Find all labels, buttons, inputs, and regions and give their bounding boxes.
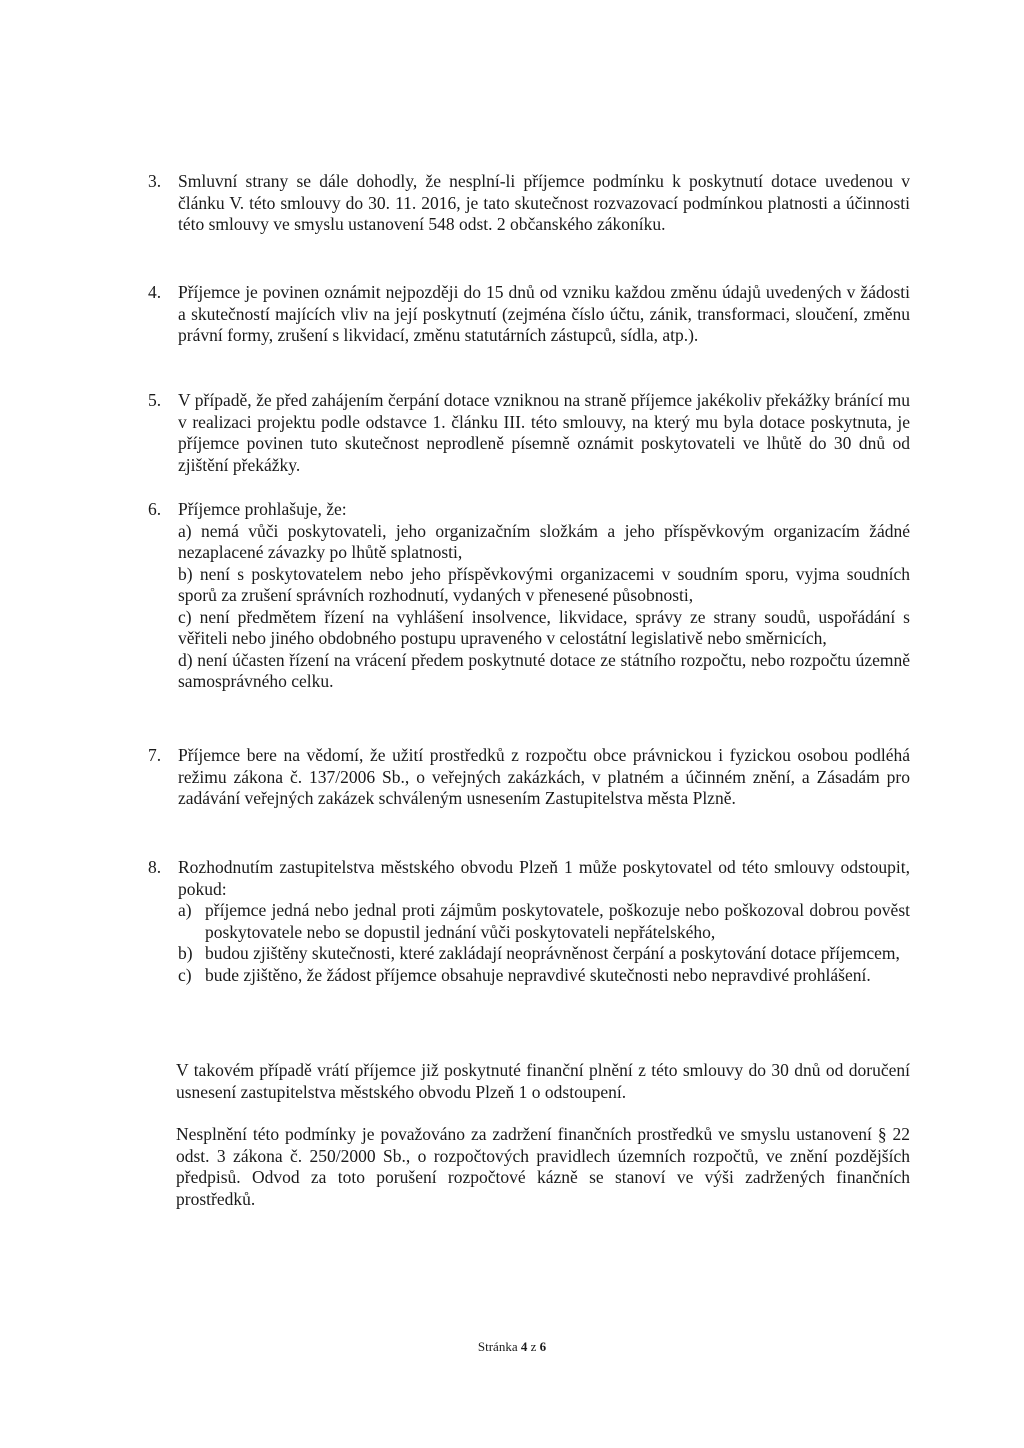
section-intro: Rozhodnutím zastupitelstva městského obvodu Plzeň 1 může poskytovatel od této smlouvy odstoupit, pokud: xyxy=(178,857,910,899)
section-5 xyxy=(148,390,910,476)
section-4 xyxy=(148,282,910,347)
page-label: Stránka xyxy=(477,1339,518,1354)
section-number: 7. xyxy=(148,745,162,765)
page-total: 6 xyxy=(539,1339,547,1354)
item-text: příjemce jedná nebo jednal proti zájmům poskytovatele, poškozuje nebo poškozoval dobrou pověst poskytovatele nebo se dopustil jednání vůči poskytovateli nepřátelského, xyxy=(205,900,910,942)
section-3 xyxy=(148,171,910,236)
section-number: 3. xyxy=(148,171,162,191)
refund-paragraph: V takovém případě vrátí příjemce již poskytnuté finanční plnění z této smlouvy do 30 dnů od doručení usnesení zastupitelstva městského obvodu Plzeň 1 o odstoupení. xyxy=(176,1060,910,1102)
section-text: Smluvní strany se dále dohodly, že nesplní-li příjemce podmínku k poskytnutí dotace uvedenou v článku V. této smlouvy do 30. 11. 2016, je tato skutečnost rozvazovací podmínkou platnosti a účinnosti této smlouvy ve smyslu ustanovení 548 odst. 2 občanského zákoníku. xyxy=(178,171,910,234)
section-number: 6. xyxy=(148,499,162,519)
withdrawal-item-b xyxy=(178,943,910,965)
item-label: c) xyxy=(178,964,192,985)
budget-discipline-paragraph: Nesplnění této podmínky je považováno za zadržení finančních prostředků ve smyslu ustanovení § 22 odst. 3 zákona č. 250/2000 Sb., o rozpočtových pravidlech územních rozpočtů, ve znění pozdějších předpisů. Odvod za toto porušení rozpočtové kázně se stanoví ve výši zadržených finančních prostředků. xyxy=(176,1124,910,1209)
page-number: 4 xyxy=(520,1339,528,1354)
section-intro: Příjemce prohlašuje, že: xyxy=(178,499,347,519)
section-number: 8. xyxy=(148,857,162,877)
item-text: budou zjištěny skutečnosti, které zakládají neoprávněnost čerpání a poskytování dotace příjemcem, xyxy=(205,943,900,963)
section-8 xyxy=(148,857,910,986)
section-number: 4. xyxy=(148,282,162,302)
declaration-item-c: c) není předmětem řízení na vyhlášení insolvence, likvidace, správy ze strany soudů, uspořádání s věřiteli nebo jiného obdobného postupu upraveného v celostátní legislativě nebo směrnicích, xyxy=(178,606,910,648)
page-separator: z xyxy=(530,1339,537,1354)
section-number: 5. xyxy=(148,390,162,410)
declaration-item-a: a) nemá vůči poskytovateli, jeho organizačním složkám a jeho příspěvkovým organizacím žádné nezaplacené závazky po lhůtě splatnosti, xyxy=(178,520,910,562)
withdrawal-item-c xyxy=(178,965,910,987)
section-text: Příjemce je povinen oznámit nejpozději do 15 dnů od vzniku každou změnu údajů uvedených v žádosti a skutečností majících vliv na její poskytnutí (zejména číslo účtu, zánik, transformaci, sloučení, změnu právní formy, zrušení s likvidací, změnu statutárních zástupců, sídla, atp.). xyxy=(178,282,910,345)
item-label: b) xyxy=(178,943,193,963)
section-text: V případě, že před zahájením čerpání dotace vzniknou na straně příjemce jakékoliv překážky bránící mu v realizaci projektu podle odstavce 1. článku III. této smlouvy, na který mu byla dotace poskytnuta, je příjemce povinen tuto skutečnost neprodleně písemně oznámit poskytovateli ve lhůtě do 30 dnů od zjištění překážky. xyxy=(178,390,910,475)
declaration-item-b: b) není s poskytovatelem nebo jeho příspěvkovými organizacemi v soudním sporu, vyjma soudních sporů za zrušení správních rozhodnutí, vydaných v přenesené působnosti, xyxy=(178,563,910,605)
item-text: bude zjištěno, že žádost příjemce obsahuje nepravdivé skutečnosti nebo nepravdivé prohlášení. xyxy=(205,964,871,985)
item-label: a) xyxy=(178,900,192,920)
withdrawal-item-a xyxy=(178,900,910,943)
section-6 xyxy=(148,499,910,693)
section-text: Příjemce bere na vědomí, že užití prostředků z rozpočtu obce právnickou i fyzickou osobou podléhá režimu zákona č. 137/2006 Sb., o veřejných zakázkách, v platném a účinném znění, a Zásadám pro zadávání veřejných zakázek schváleným usnesením Zastupitelstva města Plzně. xyxy=(178,745,910,808)
page-footer xyxy=(0,1336,1024,1358)
section-7 xyxy=(148,745,910,810)
declaration-item-d: d) není účasten řízení na vrácení předem poskytnuté dotace ze státního rozpočtu, nebo rozpočtu územně samosprávného celku. xyxy=(178,649,910,691)
